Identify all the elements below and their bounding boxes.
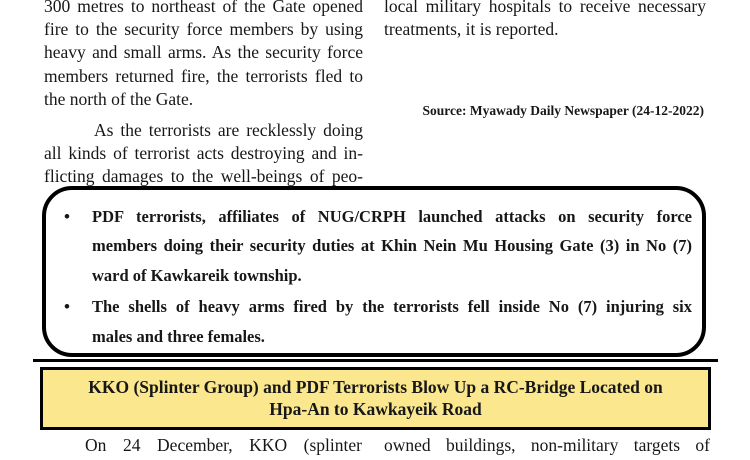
- paragraph-line: heavy and small arms. As the security force: [44, 42, 363, 63]
- paragraph: [44, 119, 363, 189]
- headline-line: Hpa-An to Kawkayeik Road: [269, 399, 482, 419]
- paragraph-line: all kinds of terrorist acts destroying and in-: [44, 143, 363, 164]
- paragraph-line: 300 metres to northeast of the Gate opened: [44, 0, 363, 16]
- bullet-line: members doing their security duties at Khin Nein Mu Housing Gate (3) in No (7): [92, 236, 692, 256]
- bullet-item: [46, 202, 702, 290]
- bottom-left-column: On 24 December, KKO (splinter: [85, 435, 362, 455]
- bullet-line: males and three females.: [92, 326, 265, 346]
- bullet-line: The shells of heavy arms fired by the terrorists fell inside No (7) injuring six: [92, 297, 692, 317]
- paragraph: [384, 0, 706, 41]
- headline-line: KKO (Splinter Group) and PDF Terrorists Blow Up a RC-Bridge Located on: [88, 377, 663, 397]
- paragraph: [44, 0, 363, 111]
- paragraph-line: As the terrorists are recklessly doing: [94, 120, 363, 141]
- paragraph-line: flicting damages to the well-beings of peo-: [44, 166, 363, 187]
- bullet-icon: •: [64, 207, 70, 226]
- paragraph-line: local military hospitals to receive necessary: [384, 0, 706, 16]
- section-divider-rule: [33, 359, 718, 362]
- bullet-text: [92, 202, 692, 290]
- bullet-item: [46, 292, 702, 351]
- bottom-right-column: owned buildings, non-military targets of: [384, 435, 710, 455]
- bullet-line: PDF terrorists, affiliates of NUG/CRPH launched attacks on security force: [92, 207, 692, 226]
- bullet-text: [92, 292, 692, 351]
- headline-banner: [40, 367, 711, 430]
- paragraph-line: the north of the Gate.: [44, 88, 194, 109]
- source-attribution: Source: Myawady Daily Newspaper (24-12-2022): [422, 103, 704, 119]
- paragraph-line: fire to the security force members by using: [44, 19, 363, 40]
- summary-box: [42, 186, 706, 357]
- top-left-column: [44, 0, 363, 189]
- top-right-column: [384, 0, 706, 119]
- bullet-line: ward of Kawkareik township.: [92, 265, 302, 285]
- paragraph-line: treatments, it is reported.: [384, 19, 559, 40]
- bullet-icon: •: [64, 297, 70, 317]
- paragraph-line: members returned fire, the terrorists fled to: [44, 65, 363, 86]
